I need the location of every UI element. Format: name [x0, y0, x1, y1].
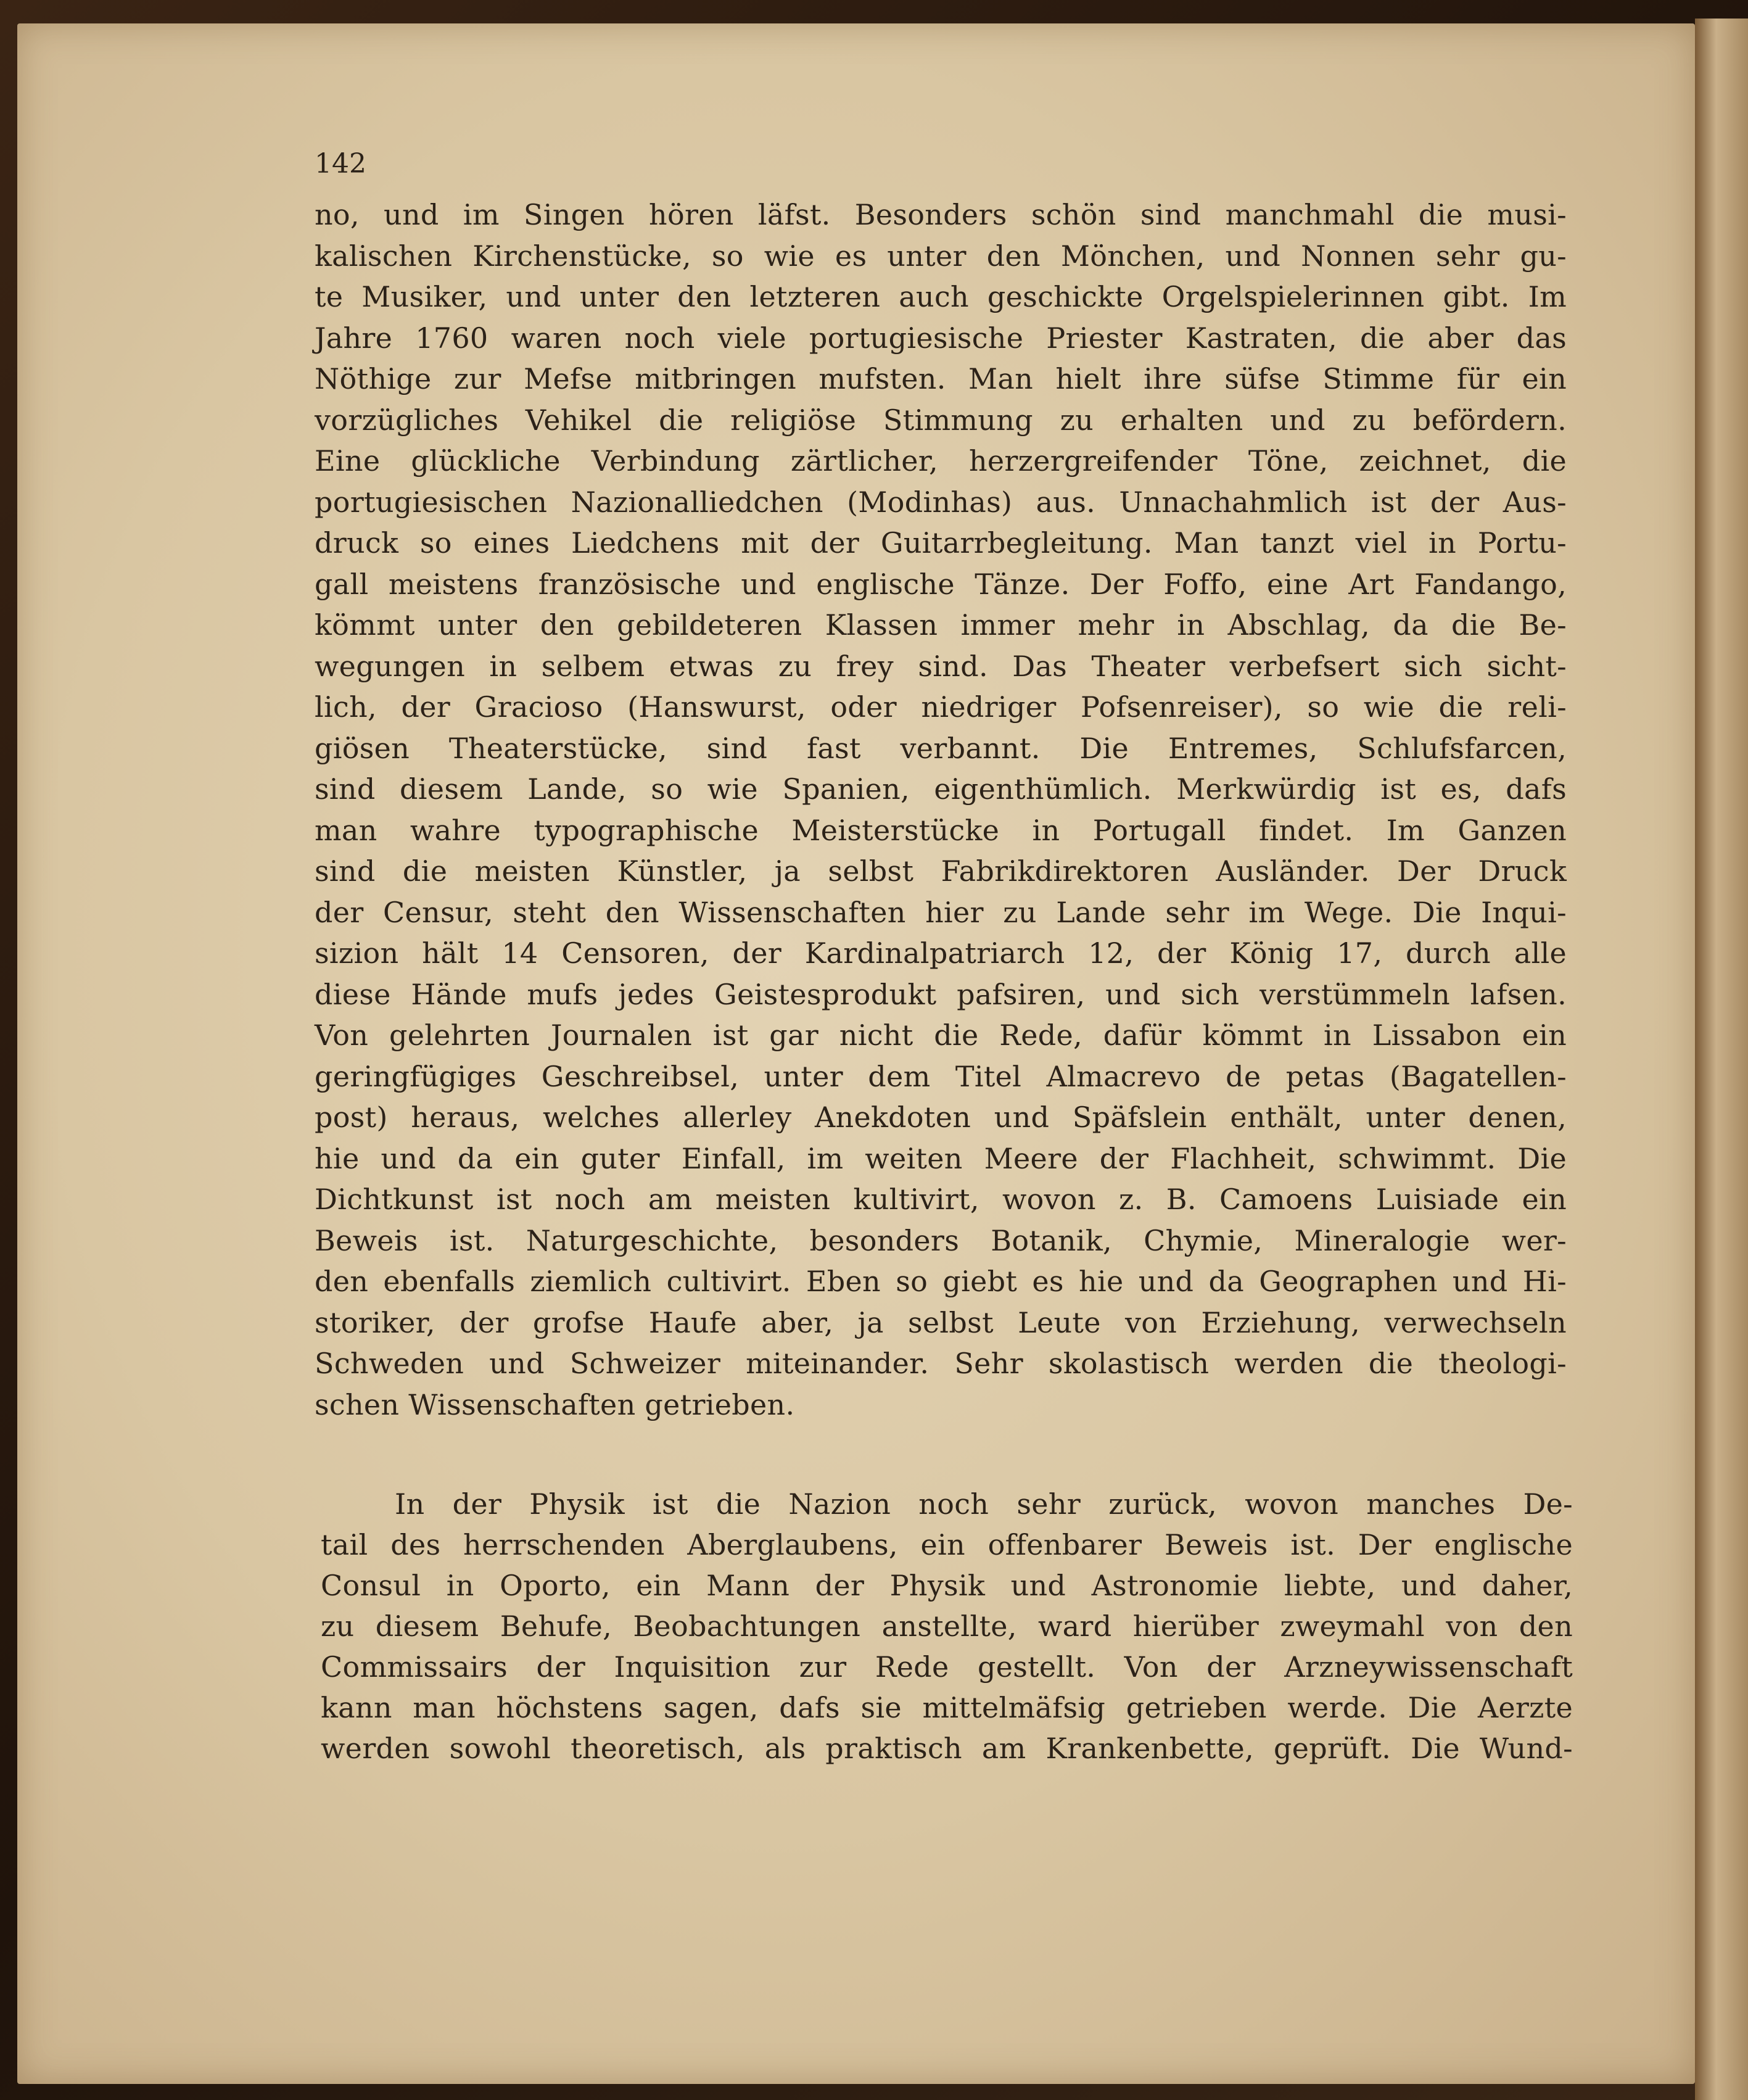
- text-line: Dichtkunst ist noch am meisten kultivirt, wovon z. B. Camoens Luisiade ein: [315, 1183, 1567, 1216]
- text-line: te Musiker, und unter den letzteren auch geschickte Orgelspielerinnen gibt. Im: [315, 280, 1567, 313]
- text-line: Beweis ist. Naturgeschichte, besonders Botanik, Chymie, Mineralogie wer-: [315, 1223, 1567, 1257]
- text-line: werden sowohl theoretisch, als praktisch am Krankenbette, geprüft. Die Wund-: [321, 1732, 1573, 1765]
- text-line: vorzügliches Vehikel die religiöse Stimmung zu erhalten und zu befördern.: [315, 403, 1567, 437]
- facing-page-edge: [1695, 19, 1748, 2100]
- text-line: zu diesem Behufe, Beobachtungen anstellte, ward hierüber zweymahl von den: [321, 1610, 1573, 1643]
- text-line: sind diesem Lande, so wie Spanien, eigenthümlich. Merkwürdig ist es, dafs: [315, 772, 1567, 806]
- text-line: portugiesischen Nazionalliedchen (Modinhas) aus. Unnachahmlich ist der Aus-: [315, 485, 1567, 519]
- text-line: man wahre typographische Meisterstücke in Portugall findet. Im Ganzen: [315, 813, 1567, 847]
- text-line: sind die meisten Künstler, ja selbst Fabrikdirektoren Ausländer. Der Druck: [315, 854, 1567, 888]
- text-line: Commissairs der Inquisition zur Rede gestellt. Von der Arzneywissenschaft: [321, 1650, 1573, 1684]
- text-line: Jahre 1760 waren noch viele portugiesische Priester Kastraten, die aber das: [315, 321, 1567, 355]
- text-line: der Censur, steht den Wissenschaften hier zu Lande sehr im Wege. Die Inqui-: [315, 895, 1567, 929]
- paragraph-2: [321, 1484, 1573, 1769]
- text-line: geringfügiges Geschreibsel, unter dem Titel Almacrevo de petas (Bagatellen-: [315, 1059, 1567, 1093]
- text-line: Schweden und Schweizer miteinander. Sehr skolastisch werden die theologi-: [315, 1347, 1567, 1380]
- text-line: In der Physik ist die Nazion noch sehr zurück, wovon manches De-: [395, 1487, 1573, 1521]
- text-line: den ebenfalls ziemlich cultivirt. Eben so giebt es hie und da Geographen und Hi-: [315, 1265, 1567, 1298]
- text-line: tail des herrschenden Aberglaubens, ein offenbarer Beweis ist. Der englische: [321, 1528, 1573, 1561]
- text-line: giösen Theaterstücke, sind fast verbannt. Die Entremes, Schlufsfarcen,: [315, 731, 1567, 765]
- text-line: Von gelehrten Journalen ist gar nicht die Rede, dafür kömmt in Lissabon ein: [315, 1019, 1567, 1052]
- text-line: kömmt unter den gebildeteren Klassen immer mehr in Abschlag, da die Be-: [315, 608, 1567, 642]
- text-line: wegungen in selbem etwas zu frey sind. Das Theater verbefsert sich sicht-: [315, 649, 1567, 683]
- text-line: sizion hält 14 Censoren, der Kardinalpatriarch 12, der König 17, durch alle: [315, 936, 1567, 970]
- text-line: no, und im Singen hören läfst. Besonders schön sind manchmahl die musi-: [315, 198, 1567, 231]
- text-line: kalischen Kirchenstücke, so wie es unter den Mönchen, und Nonnen sehr gu-: [315, 239, 1567, 273]
- text-line: Consul in Oporto, ein Mann der Physik und Astronomie liebte, und daher,: [321, 1569, 1573, 1602]
- text-line: druck so eines Liedchens mit der Guitarrbegleitung. Man tanzt viel in Portu-: [315, 526, 1567, 560]
- text-line: gall meistens französische und englische Tänze. Der Foffo, eine Art Fandango,: [315, 567, 1567, 601]
- text-line: Nöthige zur Mefse mitbringen mufsten. Man hielt ihre süfse Stimme für ein: [315, 362, 1567, 395]
- text-line: storiker, der grofse Haufe aber, ja selbst Leute von Erziehung, verwechseln: [315, 1305, 1567, 1339]
- paragraph-1: [315, 194, 1567, 1425]
- text-line: schen Wissenschaften getrieben.: [315, 1387, 795, 1421]
- text-line: hie und da ein guter Einfall, im weiten Meere der Flachheit, schwimmt. Die: [315, 1141, 1567, 1175]
- text-line: diese Hände mufs jedes Geistesprodukt pafsiren, und sich verstümmeln lafsen.: [315, 977, 1567, 1011]
- text-line: Eine glückliche Verbindung zärtlicher, herzergreifender Töne, zeichnet, die: [315, 444, 1567, 477]
- text-line: post) heraus, welches allerley Anekdoten und Späfslein enthält, unter denen,: [315, 1101, 1567, 1134]
- page-number: 142: [315, 148, 366, 180]
- text-line: lich, der Gracioso (Hanswurst, oder niedriger Pofsenreiser), so wie die reli-: [315, 690, 1567, 724]
- text-line: kann man höchstens sagen, dafs sie mittelmäfsig getrieben werde. Die Aerzte: [321, 1691, 1573, 1724]
